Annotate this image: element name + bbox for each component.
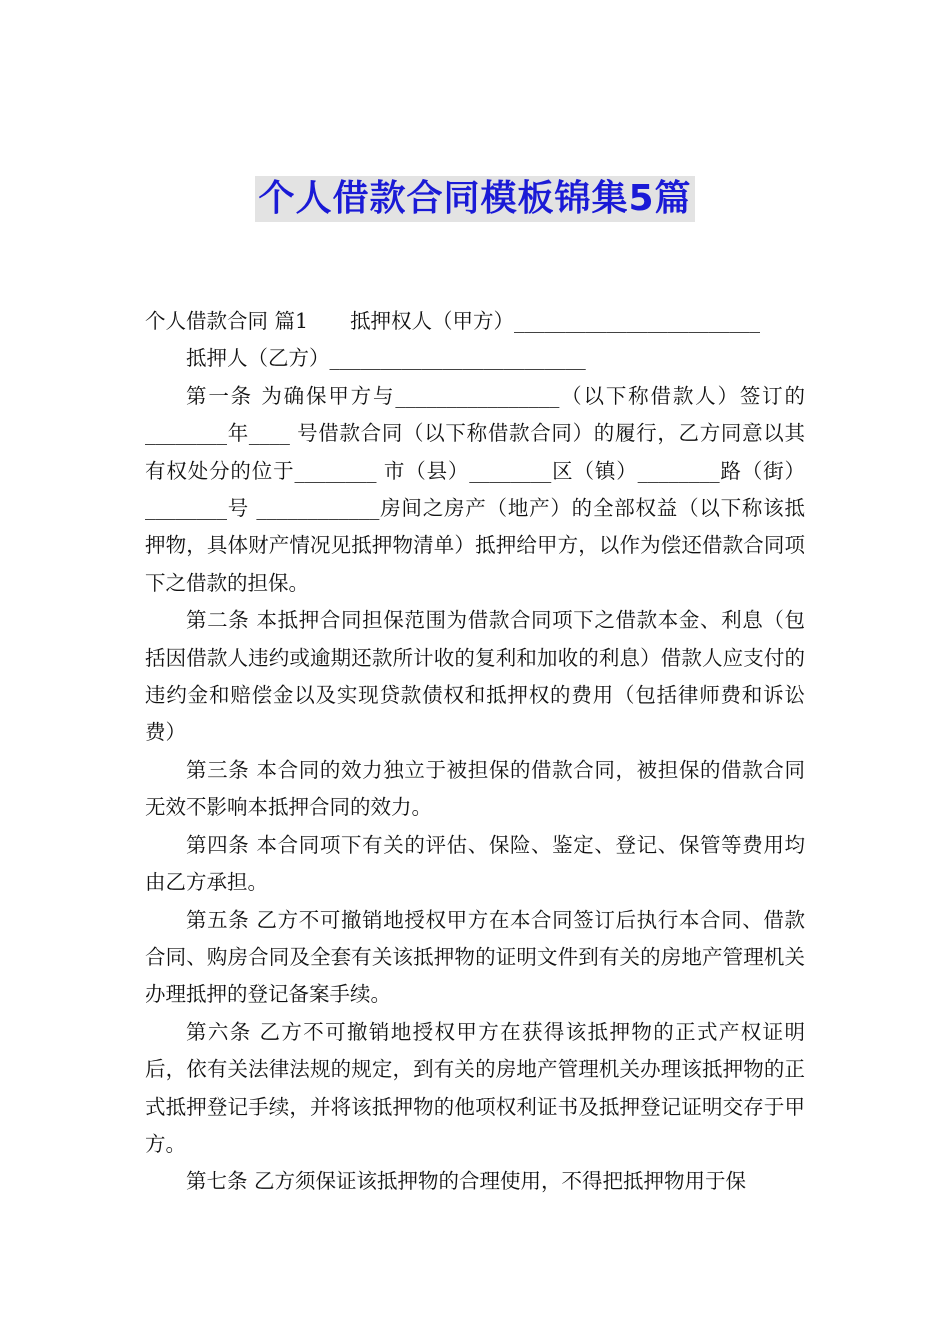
contract-body [145, 303, 805, 1201]
document-title: 个人借款合同模板锦集5篇 [255, 176, 694, 222]
article-3: 第三条 本合同的效力独立于被担保的借款合同，被担保的借款合同无效不影响本抵押合同的效力。 [145, 757, 805, 820]
contract-heading: 个人借款合同 篇1 [145, 309, 309, 333]
article-2: 第二条 本抵押合同担保范围为借款合同项下之借款本金、利息（包括因借款人违约或逾期还款所计收的复利和加收的利息）借款人应支付的违约金和赔偿金以及实现贷款债权和抵押权的费用（包括律师费和诉讼费） [145, 608, 805, 745]
article-7: 第七条 乙方须保证该抵押物的合理使用，不得把抵押物用于保 [186, 1169, 747, 1194]
mortgagee-line: 抵押权人（甲方）________________________ [350, 309, 761, 333]
article-4: 第四条 本合同项下有关的评估、保险、鉴定、登记、保管等费用均由乙方承担。 [145, 832, 805, 895]
first-line [145, 303, 805, 340]
article-1: 第一条 为确保甲方与________________（以下称借款人）签订的________年____ 号借款合同（以下称借款合同）的履行，乙方同意以其有权处分的位于________ 市（县）________区（镇）________路（街）________号 ____________房间之房产（地产）的全部权益（以下称该抵押物，具体财产情况见抵押物清单）抵押给甲方，以作为偿还借款合同项下之借款的担保。 [145, 383, 805, 595]
article-5: 第五条 乙方不可撤销地授权甲方在本合同签订后执行本合同、借款合同、购房合同及全套有关该抵押物的证明文件到有关的房地产管理机关办理抵押的登记备案手续。 [145, 907, 805, 1007]
article-6: 第六条 乙方不可撤销地授权甲方在获得该抵押物的正式产权证明后，依有关法律法规的规定，到有关的房地产管理机关办理该抵押物的正式抵押登记手续，并将该抵押物的他项权利证书及抵押登记证明交存于甲方。 [145, 1019, 805, 1156]
title-container [0, 176, 950, 222]
mortgagor-line: 抵押人（乙方）_________________________ [186, 346, 586, 371]
